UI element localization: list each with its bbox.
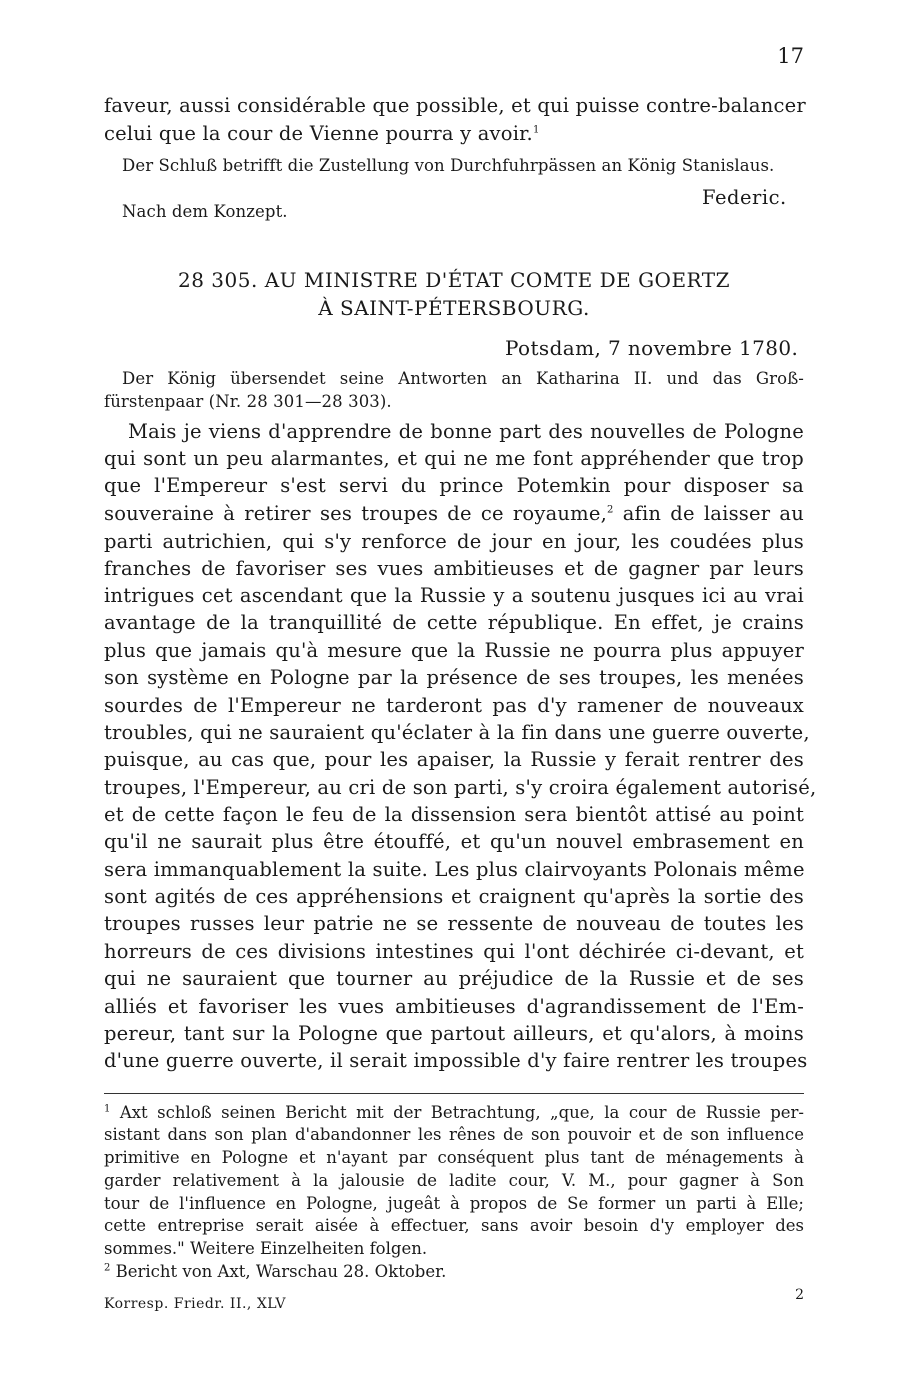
body-line: parti autrichien, qui s'y renforce de jour en jour, les coudées plus — [104, 530, 804, 553]
body-line: qui sont un peu alarmantes, et qui ne me font appréhender que trop — [104, 447, 804, 470]
body-line: d'une guerre ouverte, il serait impossible d'y faire rentrer les troupes — [104, 1049, 808, 1072]
letter-heading: À SAINT-PÉTERSBOURG. — [318, 296, 590, 320]
body-line: troupes, l'Empereur, au cri de son parti, s'y croira également autorisé, — [104, 776, 817, 799]
body-line: Mais je viens d'apprendre de bonne part des nouvelles de Pologne — [128, 420, 804, 443]
summary-line: Der König übersendet seine Antworten an Katharina II. und das Groß- — [122, 369, 804, 388]
footnote-line: $^2$ Bericht von Axt, Warschau 28. Oktober. — [104, 1262, 447, 1281]
signature: Federic. — [702, 186, 787, 209]
footnote-line: $^1$ Axt schloß seinen Bericht mit der Betrachtung, „que, la cour de Russie per- — [104, 1103, 804, 1122]
source-note: Nach dem Konzept. — [122, 202, 288, 221]
body-line: intrigues cet ascendant que la Russie y a soutenu jusques ici au vrai — [104, 584, 804, 607]
body-line: alliés et favoriser les vues ambitieuses d'agrandissement de l'Em- — [104, 995, 804, 1018]
footer-sheet-number: 2 — [795, 1287, 804, 1303]
footnote-line: garder relativement à la jalousie de ladite cour, V. M., pour gagner à Son — [104, 1171, 804, 1190]
body-line: troupes russes leur patrie ne se ressente de nouveau de toutes les — [104, 912, 804, 935]
body-line: sourdes de l'Empereur ne tarderont pas d'y ramener de nouveaux — [104, 694, 804, 717]
page-number: 17 — [777, 44, 804, 68]
summary-line: Der Schluß betrifft die Zustellung von Durchfuhrpässen an König Stanislaus. — [122, 156, 775, 175]
body-line: troubles, qui ne sauraient qu'éclater à la fin dans une guerre ouverte, — [104, 721, 810, 744]
body-line: et de cette façon le feu de la dissension sera bientôt attisé au point — [104, 803, 804, 826]
body-line: sera immanquablement la suite. Les plus clairvoyants Polonais même — [104, 858, 805, 881]
footer-signature: Korresp. Friedr. II., XLV — [104, 1296, 287, 1312]
body-line: puisque, au cas que, pour les apaiser, la Russie y ferait rentrer des — [104, 748, 804, 771]
footnote-line: sommes." Weitere Einzelheiten folgen. — [104, 1239, 428, 1258]
letter-heading: 28 305. AU MINISTRE D'ÉTAT COMTE DE GOERTZ — [178, 268, 730, 292]
dateline: Potsdam, 7 novembre 1780. — [505, 336, 799, 360]
continuation-line: faveur, aussi considérable que possible, et qui puisse contre-balancer — [104, 94, 806, 117]
body-line: avantage de la tranquillité de cette république. En effet, je crains — [104, 611, 804, 634]
footnote-line: cette entreprise serait aisée à effectuer, sans avoir besoin d'y employer des — [104, 1216, 804, 1235]
footnote-line: sistant dans son plan d'abandonner les rênes de son pouvoir et de son influence — [104, 1125, 804, 1144]
summary-line: fürstenpaar (Nr. 28 301—28 303). — [104, 392, 392, 411]
body-line: souveraine à retirer ses troupes de ce royaume,$^2$ afin de laisser au — [104, 502, 804, 525]
body-line: horreurs de ces divisions intestines qui l'ont déchirée ci-devant, et — [104, 940, 804, 963]
body-line: sont agités de ces appréhensions et craignent qu'après la sortie des — [104, 885, 804, 908]
body-line: qui ne sauraient que tourner au préjudice de la Russie et de ses — [104, 967, 804, 990]
body-line: son système en Pologne par la présence de ses troupes, les menées — [104, 666, 804, 689]
body-line: pereur, tant sur la Pologne que partout ailleurs, et qu'alors, à moins — [104, 1022, 804, 1045]
body-line: que l'Empereur s'est servi du prince Potemkin pour disposer sa — [104, 474, 804, 497]
body-line: qu'il ne saurait plus être étouffé, et qu'un nouvel embrasement en — [104, 830, 804, 853]
body-line: plus que jamais qu'à mesure que la Russie ne pourra plus appuyer — [104, 639, 804, 662]
footnote-divider — [104, 1093, 804, 1094]
continuation-line: celui que la cour de Vienne pourra y avoir.$^1$ — [104, 122, 540, 145]
footnote-ref: 2 — [606, 504, 614, 516]
body-line: franches de favoriser ses vues ambitieuses et de gagner par leurs — [104, 557, 804, 580]
footnote-line: primitive en Pologne et n'ayant par conséquent plus tant de ménagements à — [104, 1148, 804, 1167]
footnote-mark: 2 — [104, 1262, 111, 1274]
footnote-mark: 1 — [104, 1103, 111, 1115]
footnote-line: tour de l'influence en Pologne, jugeât à propos de Se former un parti à Elle; — [104, 1194, 804, 1213]
footnote-ref: 1 — [532, 124, 540, 136]
